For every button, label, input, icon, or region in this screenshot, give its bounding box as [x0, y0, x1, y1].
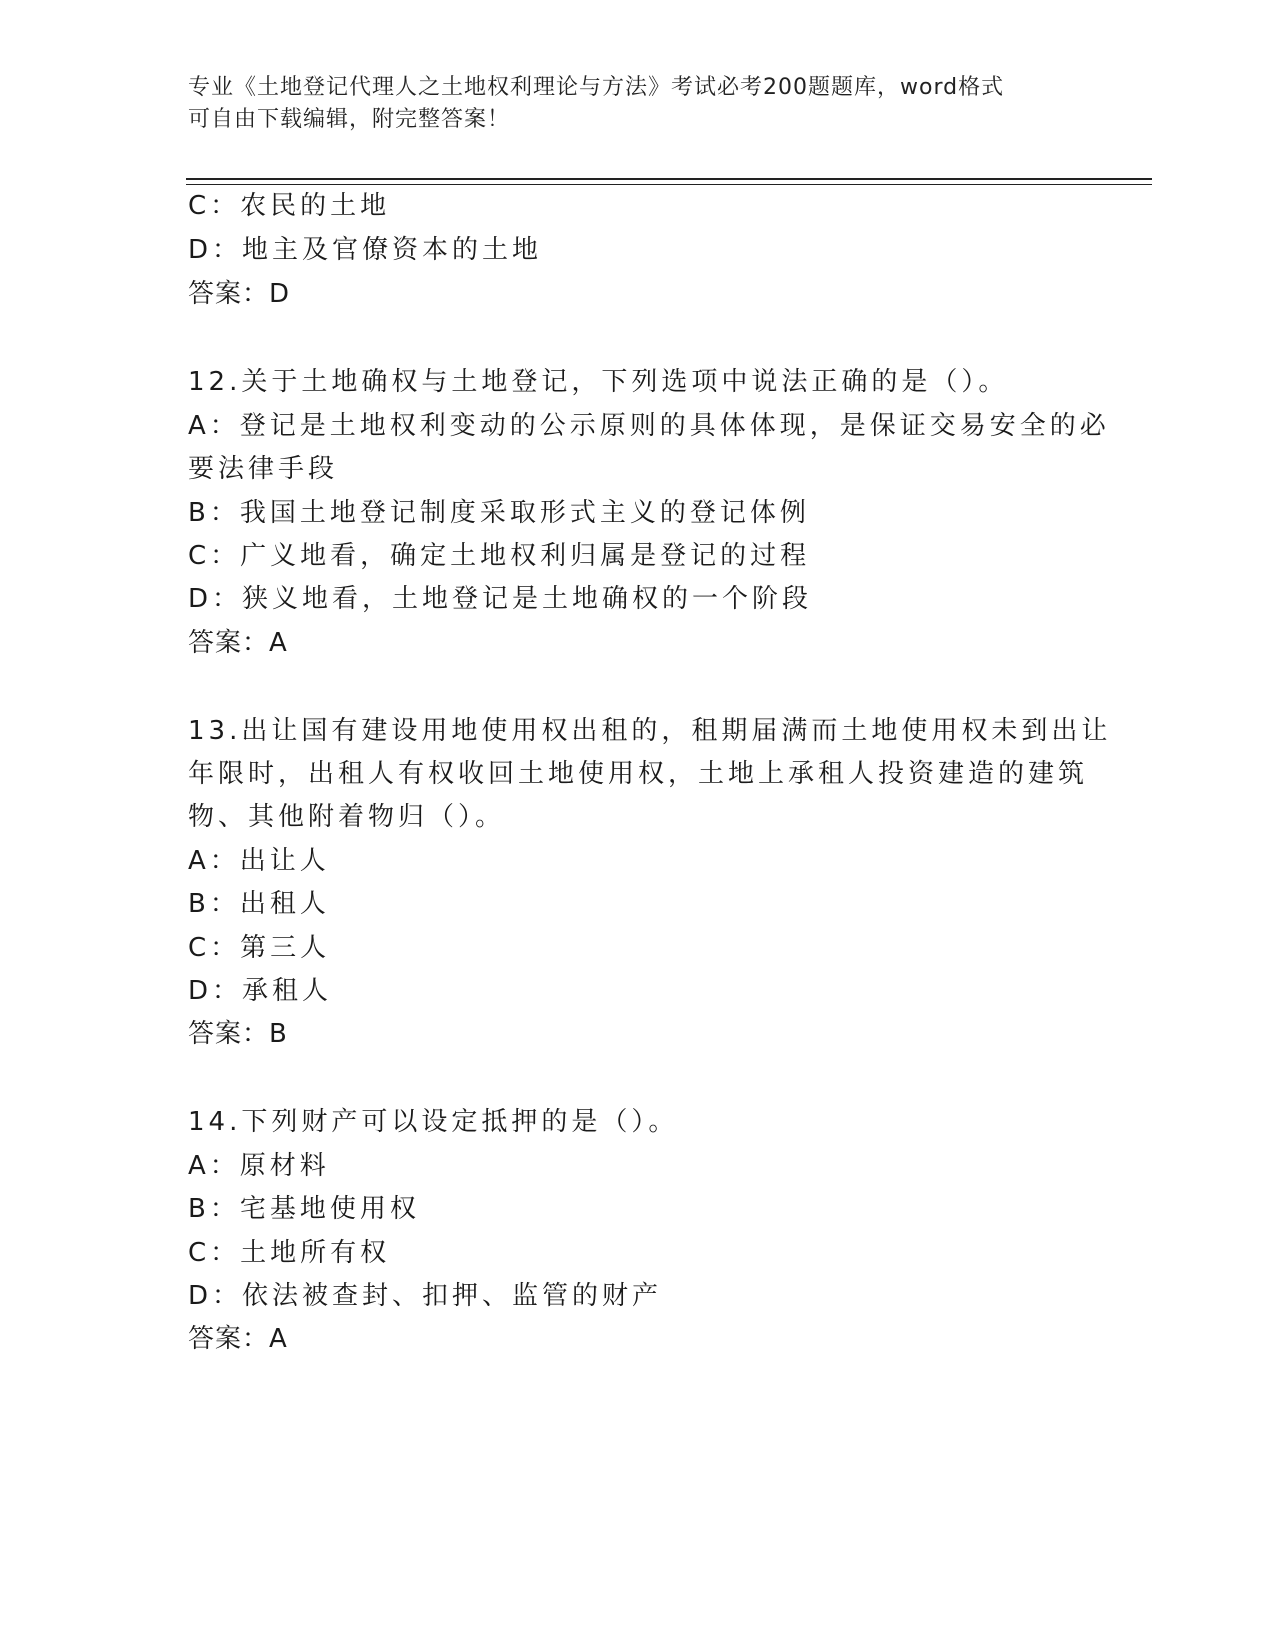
option-a-continued: 要法律手段: [188, 454, 339, 484]
header-line-2: 可自由下载编辑，附完整答案！: [188, 107, 511, 132]
option-c: C：广义地看，确定土地权利归属是登记的过程: [188, 541, 811, 571]
option-b: B：出租人: [188, 889, 330, 919]
header-rule-thin: [186, 184, 1152, 185]
option-a: A：出让人: [188, 846, 330, 876]
option-d: D：狭义地看，土地登记是土地确权的一个阶段: [188, 584, 813, 614]
option-c: C：土地所有权: [188, 1238, 391, 1268]
header-rule-thick: [186, 178, 1152, 180]
header-line-1: 专业《土地登记代理人之土地权利理论与方法》考试必考200题题库，word格式: [188, 75, 1005, 100]
answer-line: 答案：D: [188, 279, 291, 309]
option-b: B：宅基地使用权: [188, 1194, 420, 1224]
question-13-line-2: 年限时，出租人有权收回土地使用权，土地上承租人投资建造的建筑: [188, 759, 1089, 789]
question-13: 13.出让国有建设用地使用权出租的，租期届满而土地使用权未到出让: [188, 716, 1112, 746]
option-c: C：农民的土地: [188, 191, 391, 221]
answer-line: 答案：A: [188, 628, 288, 658]
document-header: [188, 72, 1068, 136]
option-b: B：我国土地登记制度采取形式主义的登记体例: [188, 498, 810, 528]
option-d: D：地主及官僚资本的土地: [188, 235, 543, 265]
option-d: D：依法被查封、扣押、监管的财产: [188, 1281, 663, 1311]
question-14: 14.下列财产可以设定抵押的是（）。: [188, 1107, 679, 1137]
answer-line: 答案：B: [188, 1019, 288, 1049]
answer-line: 答案：A: [188, 1324, 288, 1354]
option-a: A：原材料: [188, 1151, 330, 1181]
question-13-line-3: 物、其他附着物归（）。: [188, 802, 506, 832]
question-12: 12.关于土地确权与土地登记，下列选项中说法正确的是（）。: [188, 367, 1009, 397]
option-c: C：第三人: [188, 933, 331, 963]
option-d: D：承租人: [188, 976, 333, 1006]
option-a: A：登记是土地权利变动的公示原则的具体体现，是保证交易安全的必: [188, 411, 1110, 441]
